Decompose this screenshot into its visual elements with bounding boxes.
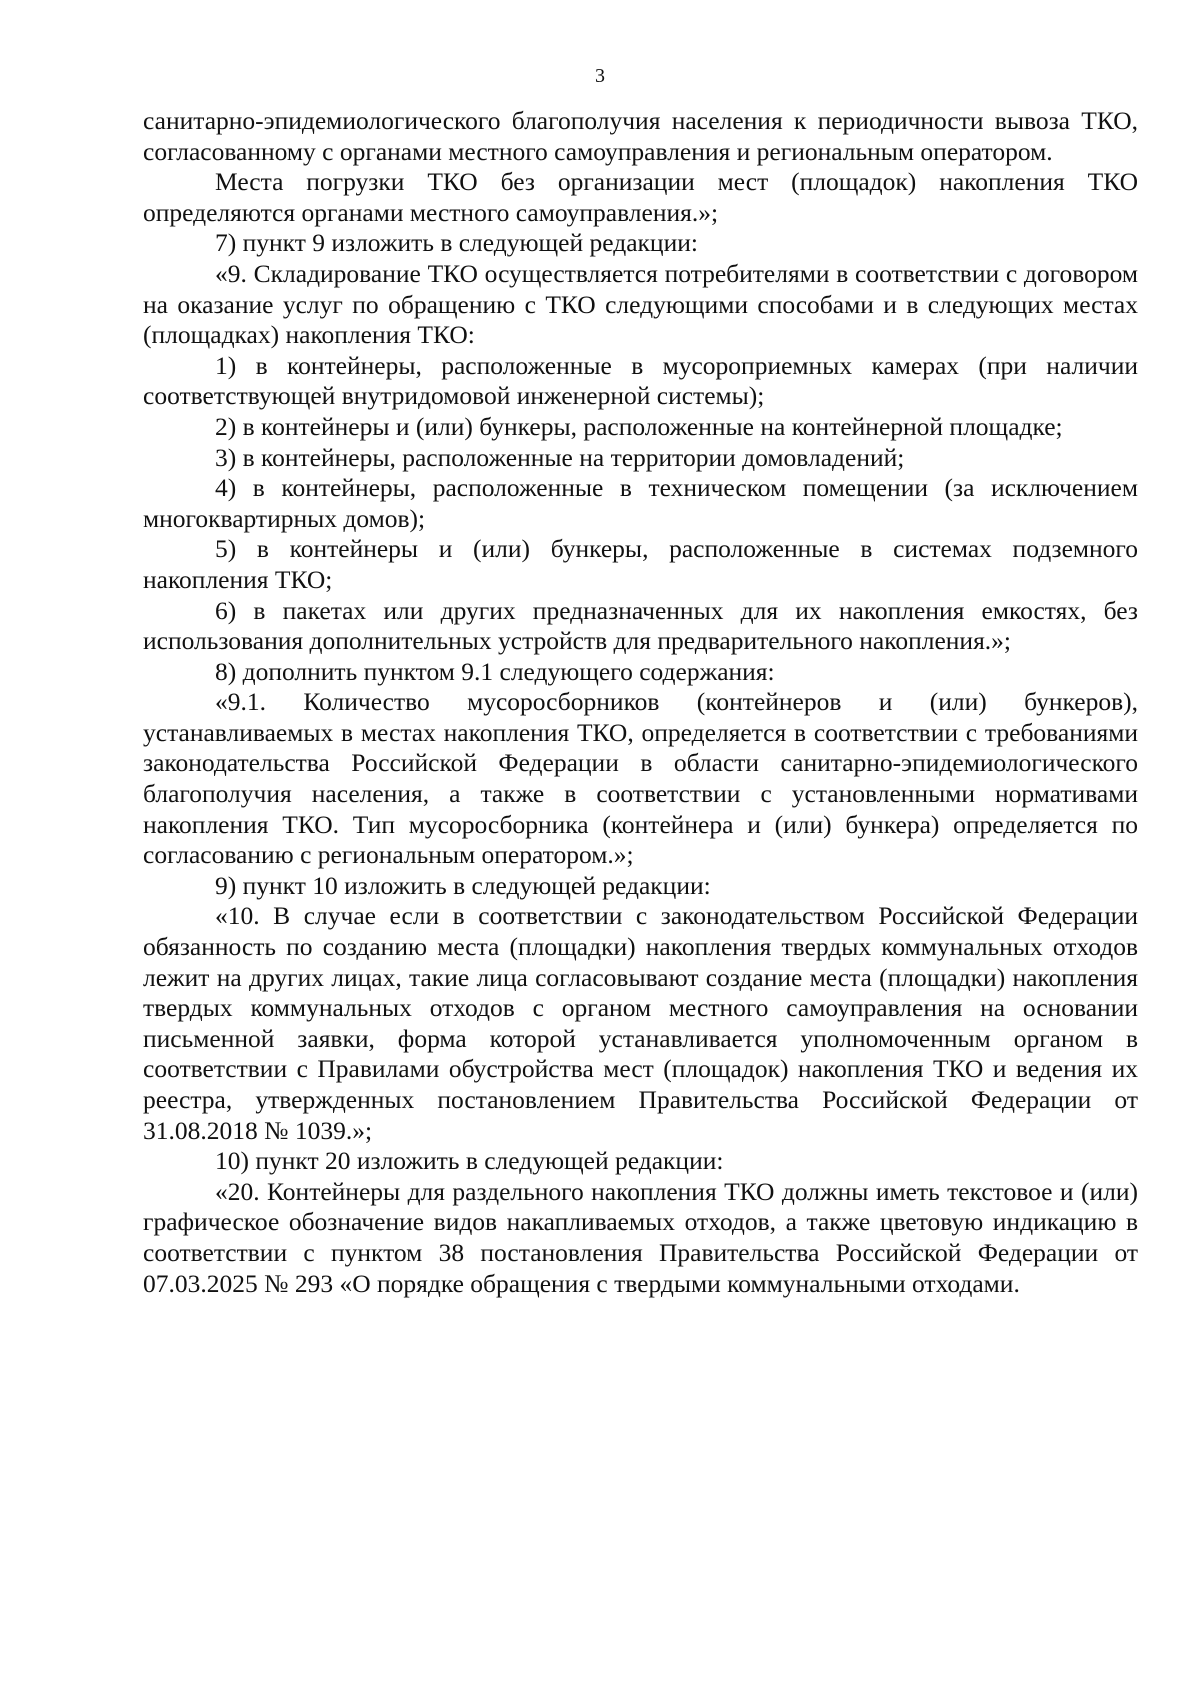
list-item-3: 3) в контейнеры, расположенные на территории домовладений; [215, 442, 905, 472]
paragraph-item-7: 7) пункт 9 изложить в следующей редакции: [215, 228, 698, 258]
paragraph-item-8: 8) дополнить пунктом 9.1 следующего содержания: [215, 656, 775, 686]
paragraph-continuation: санитарно-эпидемиологического благополучия населения к периодичности вывоза ТКО, согласованному с органами местного самоуправления и региональным оператором. [143, 106, 1138, 166]
paragraph-clause-9-1: «9.1. Количество мусоросборников (контейнеров и (или) бункеров), устанавливаемых в местах накопления ТКО, определяется в соответствии с требованиями законодательства Российской Федерации в области санитарно-эпидемиологического благополучия населения, а также в соответствии с установленными нормативами накопления ТКО. Тип мусоросборника (контейнера и (или) бункера) определяется по согласованию с региональным оператором.»; [143, 687, 1138, 870]
paragraph-item-10: 10) пункт 20 изложить в следующей редакции: [215, 1146, 724, 1176]
list-item-2: 2) в контейнеры и (или) бункеры, расположенные на контейнерной площадке; [215, 411, 1063, 441]
paragraph-loading-places: Места погрузки ТКО без организации мест (площадок) накопления ТКО определяются органами местного самоуправления.»; [143, 167, 1138, 227]
list-item-5: 5) в контейнеры и (или) бункеры, расположенные в системах подземного накопления ТКО; [143, 534, 1138, 594]
paragraph-item-9: 9) пункт 10 изложить в следующей редакции: [215, 870, 711, 900]
paragraph-clause-10: «10. В случае если в соответствии с законодательством Российской Федерации обязанность по созданию места (площадки) накопления твердых коммунальных отходов лежит на других лицах, такие лица согласовывают создание места (площадки) накопления твердых коммунальных отходов с органом местного самоуправления на основании письменной заявки, форма которой устанавливается уполномоченным органом в соответствии с Правилами обустройства мест (площадок) накопления ТКО и ведения их реестра, утвержденных постановлением Правительства Российской Федерации от 31.08.2018 № 1039.»; [143, 901, 1138, 1145]
paragraph-clause-9: «9. Складирование ТКО осуществляется потребителями в соответствии с договором на оказание услуг по обращению с ТКО следующими способами и в следующих местах (площадках) накопления ТКО: [143, 258, 1138, 350]
paragraph-clause-20: «20. Контейнеры для раздельного накопления ТКО должны иметь текстовое и (или) графическое обозначение видов накапливаемых отходов, а также цветовую индикацию в соответствии с пунктом 38 постановления Правительства Российской Федерации от 07.03.2025 № 293 «О порядке обращения с твердыми коммунальными отходами. [143, 1176, 1138, 1298]
list-item-6: 6) в пакетах или других предназначенных для их накопления емкостях, без использования дополнительных устройств для предварительного накопления.»; [143, 595, 1138, 656]
list-item-1: 1) в контейнеры, расположенные в мусороприемных камерах (при наличии соответствующей внутридомовой инженерной системы); [143, 350, 1138, 411]
document-body [143, 106, 1138, 1299]
page-number: 3 [595, 65, 605, 87]
list-item-4: 4) в контейнеры, расположенные в техническом помещении (за исключением многоквартирных домов); [143, 473, 1138, 533]
